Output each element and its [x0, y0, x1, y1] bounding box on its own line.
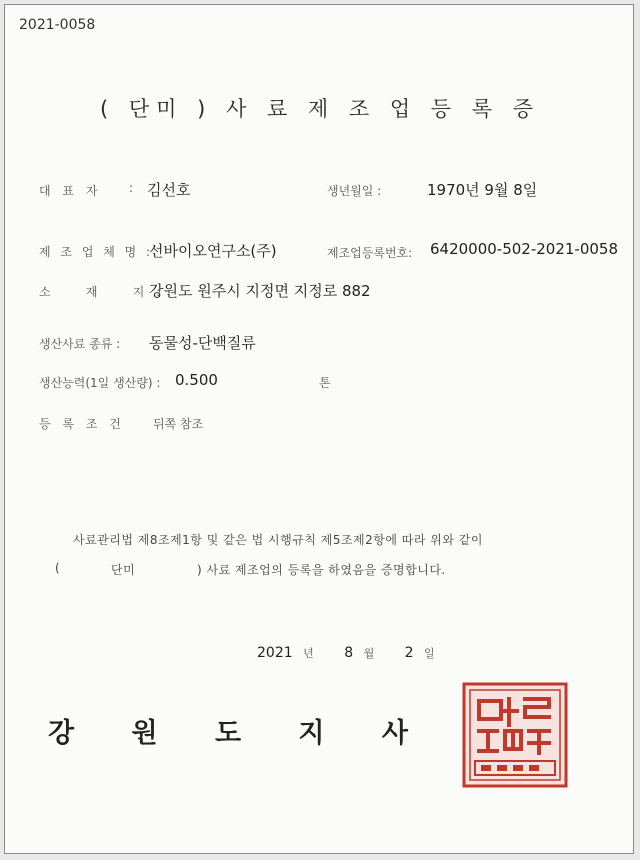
feed-type-label: 생산사료 종류 : [39, 337, 121, 351]
capacity-unit: 톤 [319, 376, 331, 390]
registration-number: 6420000-502-2021-0058 [430, 240, 619, 258]
conditions-label: 등 록 조 건 [39, 417, 125, 431]
capacity-label: 생산능력(1일 생산량) : [39, 376, 161, 390]
certificate-title: ( 단미 ) 사 료 제 조 업 등 록 증 [100, 97, 540, 121]
issue-day-unit: 일 [424, 647, 435, 660]
representative-separator: : [129, 181, 134, 195]
issue-date [257, 645, 435, 661]
address-label: 소 재 지 : [39, 285, 165, 299]
issue-year: 2021 [257, 645, 293, 661]
registration-label: 제조업등록번호: [327, 246, 413, 260]
issue-day: 2 [404, 645, 414, 661]
company-name: 선바이오연구소(주) [149, 242, 277, 260]
document-number: 2021-0058 [19, 17, 96, 33]
representative-name: 김선호 [147, 181, 191, 199]
issue-month: 8 [344, 645, 354, 661]
capacity-value: 0.500 [175, 371, 218, 389]
statement-line-1: 사료관리법 제8조제1항 및 같은 법 시행규칙 제5조제2항에 따라 위와 같이 [73, 533, 483, 547]
issue-month-unit: 월 [363, 647, 375, 660]
issuer-name: 강 원 도 지 사 [47, 718, 432, 749]
certificate-sheet [4, 4, 634, 854]
conditions-value: 뒤쪽 참조 [153, 417, 204, 431]
birthdate-label: 생년월일 : [327, 184, 382, 198]
birthdate-value: 1970년 9월 8일 [427, 181, 538, 199]
statement-feed-type: 단미 [111, 563, 136, 577]
feed-type-value: 동물성-단백질류 [149, 334, 256, 352]
issue-year-unit: 년 [303, 647, 314, 660]
statement-line-2: ) 사료 제조업의 등록을 하였음을 증명합니다. [197, 563, 446, 577]
address-value: 강원도 원주시 지정면 지정로 882 [149, 282, 371, 300]
statement-open-paren: ( [55, 561, 61, 575]
representative-label: 대 표 자 [39, 184, 102, 198]
company-label: 제 조 업 체 명 : [39, 245, 154, 259]
official-seal-icon [461, 681, 569, 789]
